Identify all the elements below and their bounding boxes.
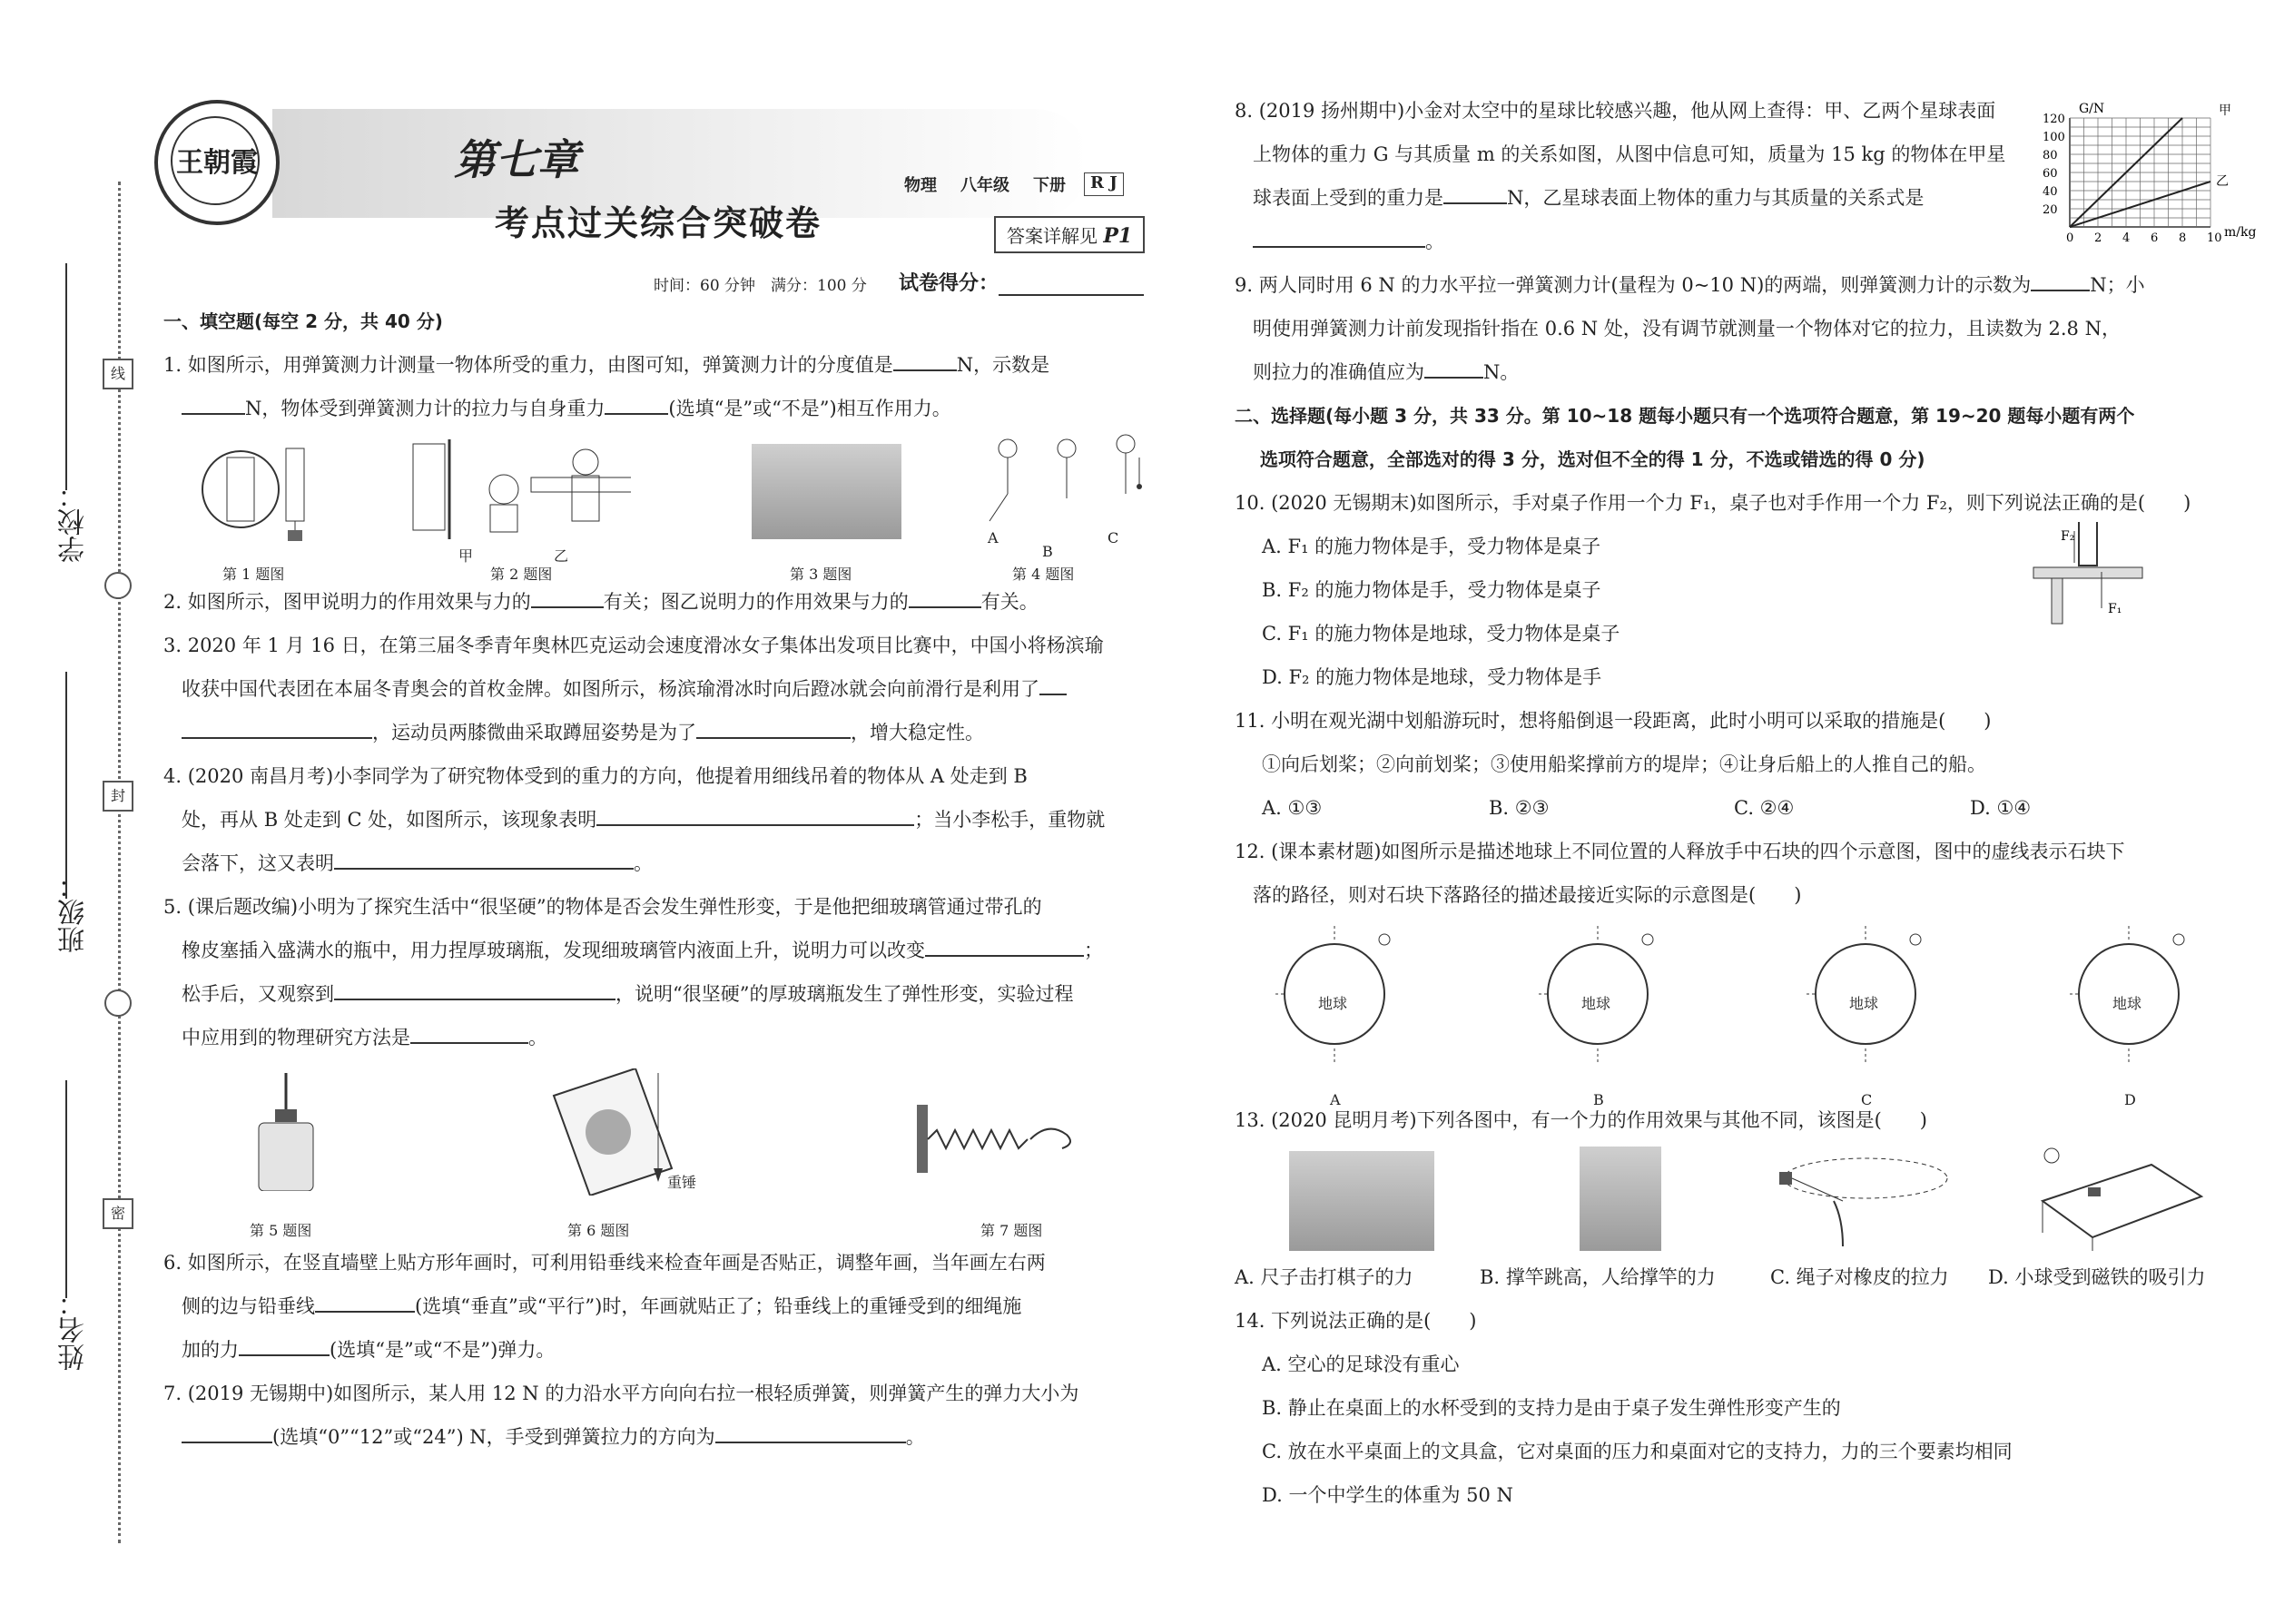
- speed-skating-photo: [752, 444, 901, 539]
- answer-blank[interactable]: [596, 808, 914, 826]
- question-13: 13. (2020 昆明月考)下列各图中，有一个力的作用效果与其他不同，该图是( ): [1235, 1109, 1927, 1131]
- option-d[interactable]: D. 小球受到磁铁的吸引力: [1988, 1266, 2206, 1288]
- caption-fig-5: 第 5 题图: [250, 1222, 312, 1239]
- question-13-options: [1235, 1255, 2251, 1299]
- option-b[interactable]: B. 静止在桌面上的水杯受到的支持力是由于桌子发生弹性形变产生的: [1262, 1397, 1841, 1419]
- chapter-title: 第七章: [454, 135, 579, 184]
- binding-strip: [0, 0, 154, 1624]
- series-label-2: 乙: [2216, 174, 2229, 189]
- course-tags: [899, 172, 1124, 196]
- answer-blank[interactable]: [909, 590, 981, 608]
- question-5: 5. (课后题改编)小明为了探究生活中“很坚硬”的物体是否会发生弹性形变，于是他把细玻璃管通过带孔的 橡皮塞插入盛满水的瓶中，用力捏厚玻璃瓶，发现细玻璃管内液面上升，说明力可以改变 ； 松手后，又观察到 ，说明“很坚硬”的厚玻璃瓶发生了弹性形变，实验过程 中应用到的物理研究方法是 。: [163, 896, 1104, 1048]
- name-label: 姓名：: [58, 1289, 90, 1371]
- option-a[interactable]: A. 空心的足球没有重心: [1262, 1353, 1460, 1375]
- binding-hole: [104, 989, 132, 1017]
- glass-bottle-figure: [250, 1073, 322, 1191]
- question-2: 2. 如图所示，图甲说明力的作用效果与力的 有关；图乙说明力的作用效果与力的 有关。: [163, 591, 1039, 613]
- x-tick-label: 6: [2151, 231, 2159, 245]
- section-choice: 二、选择题(每小题 3 分，共 33 分。第 10~18 题每小题只有一个选项符合题意，第 19~20 题每小题有两个 选项符合题意，全部选对的得 3 分，选对但不全的得 1 分，不选或错选的得 0 分): [1235, 405, 2135, 470]
- question-1: 1. 如图所示，用弹簧测力计测量一物体所受的重力，由图可知，弹簧测力计的分度值是 N，示数是 N，物体受到弹簧测力计的拉力与自身重力 (选填“是”或“不是”)相互作用力。: [163, 354, 1050, 419]
- fig2-label-a: 甲: [458, 547, 474, 565]
- force-f1-label: F₁: [2108, 602, 2122, 616]
- series-label-1: 甲: [2219, 103, 2231, 118]
- tag-subject: 物理: [904, 176, 937, 195]
- question-9: 9. 两人同时用 6 N 的力水平拉一弹簧测力计(量程为 0~10 N)的两端，则弹簧测力计的示数为 N；小 明使用弹簧测力计前发现指针指在 0.6 N 处，没有调节就测量一个物体对它的拉力，且读数为 2.8 N， 则拉力的准确值应为 N。: [1235, 274, 2145, 383]
- caption-fig-6: 第 6 题图: [567, 1222, 630, 1239]
- y-tick-label: 60: [2043, 167, 2058, 181]
- plumb-bob-label: 重锤: [667, 1174, 697, 1191]
- option-a[interactable]: A. 尺子击打棋子的力: [1235, 1266, 1413, 1288]
- fig4-label-b: B: [1042, 543, 1053, 560]
- earth-option-b[interactable]: B: [1593, 1091, 1604, 1108]
- option-c[interactable]: C. 绳子对橡皮的拉力: [1770, 1266, 1949, 1288]
- fig2-label-b: 乙: [554, 547, 569, 565]
- caption-fig-2: 第 2 题图: [490, 566, 553, 583]
- hand-table-figure: [2024, 522, 2151, 631]
- x-tick-label: 0: [2066, 231, 2074, 245]
- question-12: 12. (课本素材题)如图所示是描述地球上不同位置的人释放手中石块的四个示意图，图中的虚线表示石块下 落的路径，则对石块下落路径的描述最接近实际的示意图是( ): [1235, 841, 2125, 906]
- question-10: 10. (2020 无锡期末)如图所示，手对桌子作用一个力 F₁，桌子也对手作用一个力 F₂，则下列说法正确的是( ) A. F₁ 的施力物体是手，受力物体是桌子 B. F₂ 的施力物体是手，受力物体是桌子 C. F₁ 的施力物体是地球，受力物体是桌子 D. F₂ 的施力物体是地球，受力物体是手: [1235, 481, 2251, 699]
- option-b[interactable]: B. F₂ 的施力物体是手，受力物体是桌子: [1262, 579, 1601, 601]
- fig4-label-c: C: [1108, 529, 1119, 546]
- left-column: [163, 300, 1153, 1459]
- x-tick-label: 10: [2207, 231, 2222, 245]
- option-b[interactable]: B. 撑竿跳高，人给撑竿的力: [1480, 1266, 1716, 1288]
- caption-fig-1: 第 1 题图: [222, 566, 285, 583]
- earth-figures: [1235, 917, 2251, 1108]
- gravity-mass-chart: [2033, 100, 2269, 254]
- seal-mark-secret: 密: [103, 1198, 133, 1229]
- earth-option-c[interactable]: C: [1861, 1091, 1873, 1108]
- answer-blank[interactable]: [605, 397, 668, 415]
- x-tick-label: 4: [2122, 231, 2131, 245]
- question-7: 7. (2019 无锡期中)如图所示，某人用 12 N 的力沿水平方向向右拉一根轻质弹簧，则弹簧产生的弹力大小为 (选填“0”“12”或“24”) N，手受到弹簧拉力的方向为 。: [163, 1383, 1079, 1448]
- caption-fig-7: 第 7 题图: [980, 1222, 1043, 1239]
- tag-edition: R J: [1084, 172, 1124, 196]
- option-b[interactable]: B. ②③: [1489, 797, 1550, 819]
- question-6: 6. 如图所示，在竖直墙壁上贴方形年画时，可利用铅垂线来检查年画是否贴正，调整年画，当年画左右两 侧的边与铅垂线 (选填“垂直”或“平行”)时，年画就贴正了；铅垂线上的重锤受到的细绳施 加的力 (选填“是”或“不是”)弹力。: [163, 1252, 1046, 1361]
- answer-blank[interactable]: [182, 1425, 272, 1443]
- spring-pull-figure: [917, 1105, 1098, 1177]
- answer-blank[interactable]: [1443, 186, 1507, 204]
- option-c[interactable]: C. ②④: [1734, 797, 1795, 819]
- magnet-ball-figure: [2033, 1147, 2206, 1251]
- answer-blank[interactable]: [334, 851, 634, 870]
- answer-blank[interactable]: [1424, 360, 1483, 379]
- option-d[interactable]: D. ①④: [1970, 797, 2032, 819]
- binding-hole: [104, 572, 132, 599]
- exam-subtitle: 考点过关综合突破卷: [495, 202, 822, 243]
- class-line: [65, 672, 67, 899]
- x-axis-label: m/kg: [2224, 225, 2257, 240]
- answer-blank[interactable]: [182, 721, 372, 739]
- answer-blank[interactable]: [182, 397, 245, 415]
- answer-reference: 答案详解见 P1: [994, 216, 1145, 253]
- y-axis-label: G/N: [2079, 102, 2105, 116]
- answer-blank[interactable]: [1039, 677, 1067, 695]
- force-f2-label: F₂: [2061, 529, 2075, 544]
- rubber-on-string-figure: [1779, 1147, 1952, 1251]
- pole-vault-photo: [1580, 1147, 1661, 1251]
- question-11: 11. 小明在观光湖中划船游玩时，想将船倒退一段距离，此时小明可以采取的措施是( ) ①向后划桨；②向前划桨；③使用船桨撑前方的堤岸；④让身后船上的人推自己的船。 A. ①③ B. ②③ C. ②④ D. ①④: [1235, 699, 2251, 830]
- y-tick-label: 100: [2043, 131, 2065, 144]
- figure-row-1-4: [163, 430, 1153, 583]
- question-8: 8. (2019 扬州期中)小金对太空中的星球比较感兴趣，他从网上查得：甲、乙两个星球表面 上物体的重力 G 与其质量 m 的关系如图，从图中信息可知，质量为 15 kg 的物体在甲星 球表面上受到的重力是 N，乙星球表面上物体的重力与其质量的关系式是 。: [1235, 100, 2006, 252]
- question-3: 3. 2020 年 1 月 16 日，在第三届冬季青年奥林匹克运动会速度滑冰女子集体出发项目比赛中，中国小将杨滨瑜 收获中国代表团在本届冬青奥会的首枚金牌。如图所示，杨滨瑜滑冰时向后蹬冰就会向前滑行是利用了 ，运动员两膝微曲采取蹲屈姿势是为了 ，增大稳定性。: [163, 635, 1104, 743]
- fig4-label-a: A: [988, 529, 999, 546]
- figure-row-5-7: [163, 1059, 1153, 1241]
- question-4: 4. (2020 南昌月考)小李同学为了研究物体受到的重力的方向，他提着用细线吊着的物体从 A 处走到 B 处，再从 B 处走到 C 处，如图所示，该现象表明 ；当小李松手，重物就 会落下，这又表明 。: [163, 765, 1106, 874]
- y-tick-label: 120: [2043, 113, 2065, 126]
- school-label: 学校：: [58, 481, 90, 563]
- earth-label: 地球: [1581, 995, 1611, 1012]
- earth-label: 地球: [2112, 995, 2142, 1012]
- y-tick-label: 20: [2043, 203, 2058, 217]
- option-a[interactable]: A. F₁ 的施力物体是手，受力物体是桌子: [1262, 536, 1601, 557]
- answer-blank[interactable]: [715, 1425, 906, 1443]
- answer-blank[interactable]: [925, 939, 1084, 957]
- earth-option-d[interactable]: D: [2124, 1091, 2136, 1108]
- option-c[interactable]: C. 放在水平桌面上的文具盒，它对桌面的压力和桌面对它的支持力，力的三个要素均相同: [1262, 1441, 2013, 1462]
- seal-mark-seal: 封: [103, 781, 133, 812]
- y-tick-label: 80: [2043, 149, 2058, 162]
- tag-grade: 八年级: [960, 176, 1009, 195]
- answer-blank[interactable]: [410, 1026, 528, 1044]
- question-14: 14. 下列说法正确的是( ) A. 空心的足球没有重心 B. 静止在桌面上的水杯受到的支持力是由于桌子发生弹性形变产生的 C. 放在水平桌面上的文具盒，它对桌面的压力和桌面对它的支持力，力的三个要素均相同 D. 一个中学生的体重为 50 N: [1235, 1299, 2251, 1517]
- class-label: 班级：: [58, 871, 90, 953]
- question-11-options: [1235, 786, 2251, 830]
- name-line: [65, 1080, 67, 1298]
- option-c[interactable]: C. F₁ 的施力物体是地球，受力物体是桌子: [1262, 623, 1620, 645]
- spring-scale-figure: [200, 444, 318, 544]
- plumb-walk-figure: [980, 430, 1153, 539]
- answer-blank[interactable]: [893, 353, 957, 371]
- brand-logo: 王朝霞: [154, 100, 280, 225]
- answer-blank[interactable]: [334, 982, 615, 1000]
- answer-blank[interactable]: [315, 1294, 415, 1313]
- question-13-figures: [1235, 1142, 2251, 1255]
- section-fill-in: 一、填空题(每空 2 分，共 40 分): [163, 310, 443, 332]
- answer-blank[interactable]: [696, 721, 851, 739]
- option-d[interactable]: D. 一个中学生的体重为 50 N: [1262, 1484, 1513, 1506]
- caption-fig-4: 第 4 题图: [1012, 566, 1075, 583]
- chess-pieces-photo: [1289, 1151, 1434, 1251]
- time-info: 时间：60 分钟 满分：100 分: [654, 277, 867, 295]
- answer-blank[interactable]: [239, 1338, 330, 1356]
- earth-label: 地球: [1318, 995, 1348, 1012]
- x-tick-label: 8: [2179, 231, 2187, 245]
- answer-blank[interactable]: [1253, 230, 1425, 248]
- option-a[interactable]: A. ①③: [1262, 797, 1323, 819]
- right-column: [1235, 89, 2251, 1517]
- earth-label: 地球: [1849, 995, 1879, 1012]
- x-tick-label: 2: [2094, 231, 2102, 245]
- y-tick-label: 40: [2043, 185, 2058, 199]
- earth-option-a[interactable]: A: [1330, 1091, 1341, 1108]
- seal-mark-line: 线: [103, 359, 133, 389]
- score-field[interactable]: 试卷得分：: [899, 268, 1144, 296]
- tag-volume: 下册: [1033, 176, 1066, 195]
- caption-fig-3: 第 3 题图: [790, 566, 852, 583]
- force-effect-figure: [395, 439, 631, 548]
- option-d[interactable]: D. F₂ 的施力物体是地球，受力物体是手: [1262, 666, 1602, 688]
- school-line: [65, 263, 67, 490]
- answer-blank[interactable]: [2031, 273, 2090, 291]
- question-11-statements: ①向后划桨；②向前划桨；③使用船桨撑前方的堤岸；④让身后船上的人推自己的船。: [1262, 753, 1986, 775]
